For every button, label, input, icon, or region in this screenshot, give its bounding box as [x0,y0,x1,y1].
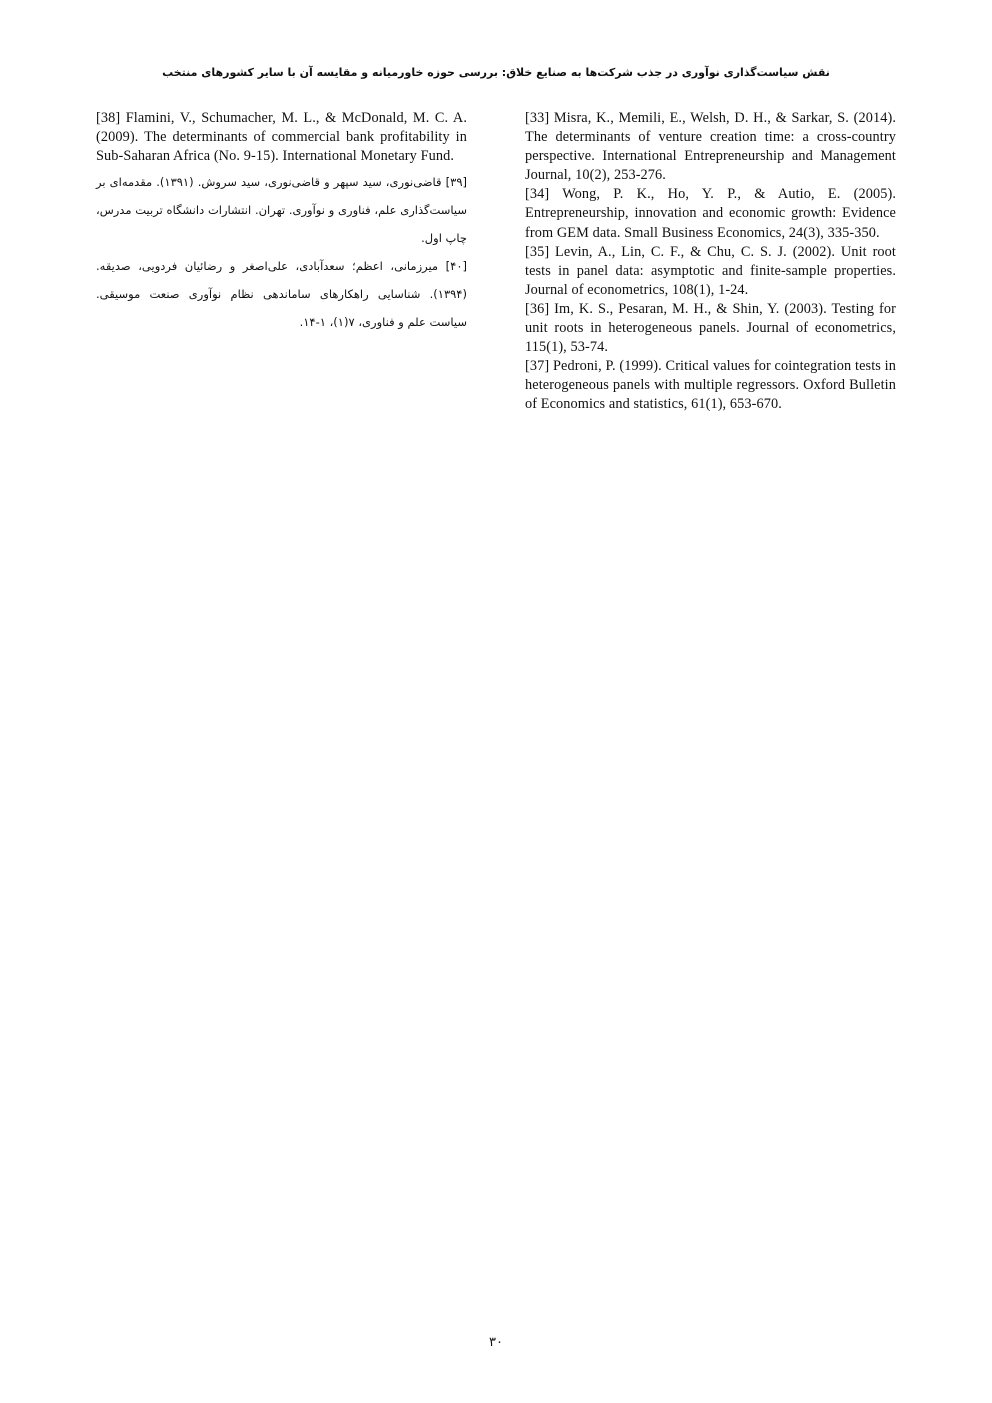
reference-entry-35: [35] Levin, A., Lin, C. F., & Chu, C. S. J. (2002). Unit root tests in panel data: asymptotic and finite-sample properties. Journal of econometrics, 108(1), 1-24. [525,243,896,298]
reference-entry-40: [۴۰] میرزمانی، اعظم؛ سعدآبادی، علی‌اصغر و رضائیان فردویی، صدیقه. (۱۳۹۴). شناسایی راهکارهای ساماندهی نظام نوآوری صنعت موسیقی. سیاست علم و فناوری، ۷(۱)، ۱-۱۴. [96,259,467,330]
page-number: ۳۰ [489,1335,503,1350]
reference-entry-38: [38] Flamini, V., Schumacher, M. L., & McDonald, M. C. A. (2009). The determinants of commercial bank profitability in Sub-Saharan Africa (No. 9-15). International Monetary Fund. [96,110,467,165]
reference-entry-37: [37] Pedroni, P. (1999). Critical values for cointegration tests in heterogeneous panels with multiple regressors. Oxford Bulletin of Economics and statistics, 61(1), 653-670. [525,358,896,413]
reference-column-left [96,109,467,336]
reference-column-right [525,109,896,415]
reference-entry-33: [33] Misra, K., Memili, E., Welsh, D. H., & Sarkar, S. (2014). The determinants of venture creation time: a cross-country perspective. International Entrepreneurship and Management Journal, 10(2), 253-276. [525,110,896,184]
reference-entry-36: [36] Im, K. S., Pesaran, M. H., & Shin, Y. (2003). Testing for unit roots in heterogeneous panels. Journal of econometrics, 115(1), 53-74. [525,300,896,356]
reference-entry-34: [34] Wong, P. K., Ho, Y. P., & Autio, E. (2005). Entrepreneurship, innovation and economic growth: Evidence from GEM data. Small Business Economics, 24(3), 335-350. [525,186,896,241]
running-header: نقش سیاست‌گذاری نوآوری در جذب شرکت‌ها به صنایع خلاق: بررسی حوزه خاورمیانه و مقایسه آن با سایر کشورهای منتخب [162,66,830,79]
reference-entry-39: [۳۹] قاضی‌نوری، سید سپهر و قاضی‌نوری، سید سروش. (۱۳۹۱). مقدمه‌ای بر سیاست‌گذاری علم، فناوری و نوآوری. تهران. انتشارات دانشگاه تربیت مدرس، چاپ اول. [96,175,467,246]
